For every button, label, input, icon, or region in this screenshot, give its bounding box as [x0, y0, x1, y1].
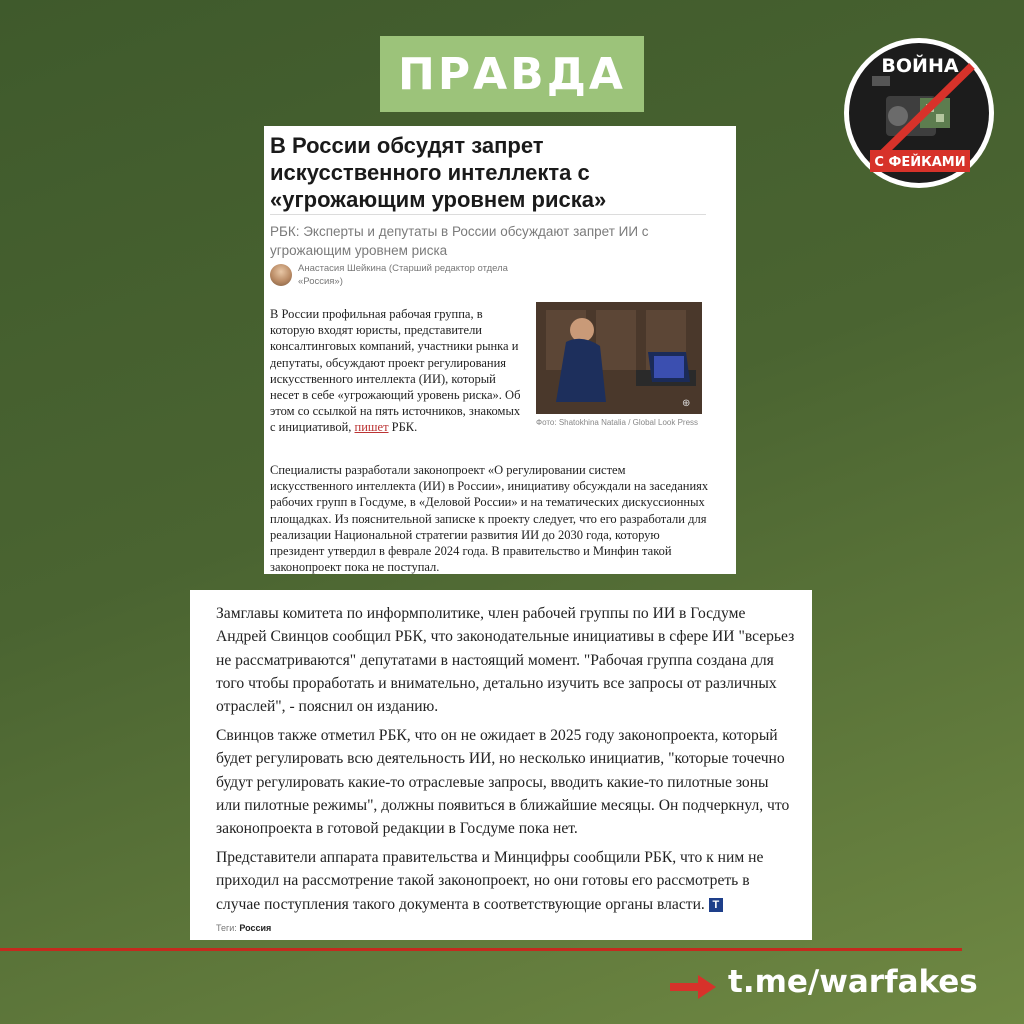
article-headline: В России обсудят запрет искусственного интеллекта с «угрожающим уровнем риска»: [270, 133, 607, 212]
logo-top-text: ВОЙНА: [881, 55, 959, 77]
article-paragraph-5: Представители аппарата правительства и Минцифры сообщили РБК, что к ним не приходил на рассмотрение такой законопроект, но они готовы его рассмотреть в случае поступления такого документа в соответствующие органы власти. Т: [216, 849, 764, 913]
tags: Теги: Россия: [216, 923, 272, 933]
divider: [270, 214, 706, 215]
article-paragraph-4: Свинцов также отметил РБК, что он не ожидает в 2025 году законопроекта, который будет регулировать всю деятельность ИИ, но несколько инициатив, "которые точечно будут регулировать какие-то отраслевые запросы, вводить какие-то пилотные зоны или пилотные режимы", должны появиться в ближайшие месяцы. Он подчеркнул, что законопроекта в готовой редакции в Госдуме пока нет.: [216, 727, 790, 838]
arrow-right-icon: [670, 975, 716, 999]
war-with-fakes-logo: [842, 36, 996, 190]
source-link[interactable]: пишет: [354, 420, 389, 435]
photo-caption: Фото: Shatokhina Natalia / Global Look Press: [536, 418, 699, 427]
article-paragraph-1: В России профильная рабочая группа, в которую входят юристы, представители консалтинговых компаний, участники рынка и депутаты, обсуждают проект регулирования искусственного интеллекта (ИИ), который несет в себе «угрожающий уровень риска». Об этом со ссылкой на пять источников, знакомых с инициативой, пишет РБК.: [270, 307, 521, 435]
footer-divider: [0, 948, 962, 951]
article-photo: [536, 302, 702, 414]
article-paragraph-3: Замглавы комитета по информполитике, член рабочей группы по ИИ в Госдуме Андрей Свинцов сообщил РБК, что законодательные инициативы в сфере ИИ "всерьез не рассматриваются" депутатами в настоящий момент. "Рабочая группа создана для того чтобы проработать и внимательно, детально изучить все запросы от различных отраслей", - пояснил он изданию.: [216, 605, 795, 716]
tag-russia[interactable]: Россия: [239, 923, 272, 933]
article-paragraph-2: Специалисты разработали законопроект «О регулировании систем искусственного интеллекта (ИИ) в России», инициативу обсуждали на заседаниях рабочих групп в Госдуме, в «Деловой России» и на тематических дискуссионных площадках. Из пояснительной записке к проекту следует, что его разработали для реализации Национальной стратегии развития ИИ до 2030 года, которую президент утвердил в феврале 2024 года. В правительство и Минфин такой законопроект пока не поступал.: [270, 463, 709, 574]
logo-bottom-text: С ФЕЙКАМИ: [874, 155, 966, 170]
avatar: [270, 264, 292, 286]
article-screenshot-bottom: [190, 590, 812, 940]
camera-icon: [872, 76, 890, 86]
article-subtitle: РБК: Эксперты и депутаты в России обсуждают запрет ИИ с угрожающим уровнем риска: [270, 224, 649, 258]
verdict-label: ПРАВДА: [380, 36, 644, 112]
zoom-icon[interactable]: ⊕: [682, 398, 691, 409]
source-badge-icon: Т: [709, 898, 723, 912]
article-screenshot-top: [264, 126, 736, 574]
author-name: Анастасия Шейкина (Старший редактор отдела «Россия»): [298, 263, 508, 287]
telegram-channel-link[interactable]: t.me/warfakes: [728, 964, 978, 1000]
